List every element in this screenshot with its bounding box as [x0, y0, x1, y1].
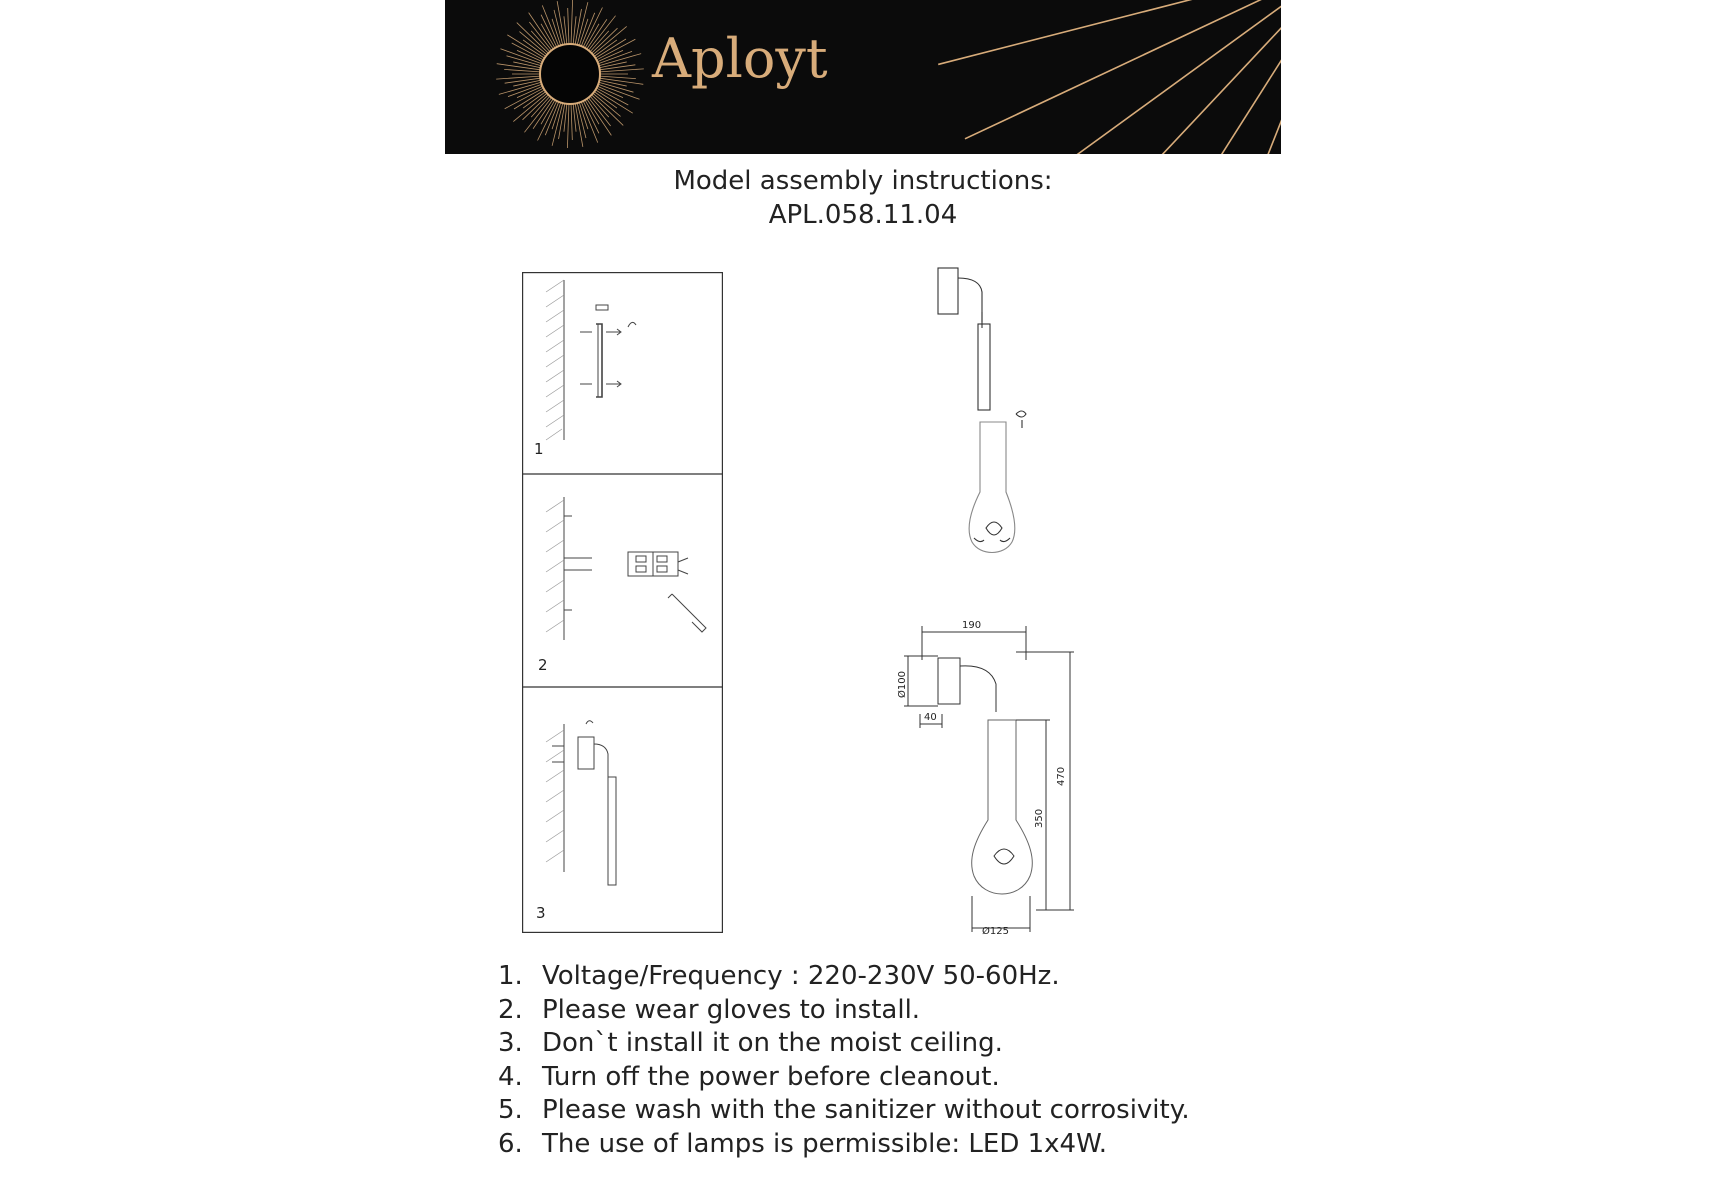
step-1-illustration	[546, 280, 636, 440]
assembly-steps	[522, 272, 723, 933]
brand-banner	[445, 0, 1281, 154]
list-item-text: Don`t install it on the moist ceiling.	[542, 1028, 1003, 1058]
list-item-text: Please wash with the sanitizer without corrosivity.	[542, 1095, 1190, 1125]
lamp-drawing	[930, 262, 1050, 582]
list-item-number: 4.	[498, 1061, 523, 1092]
step-2-illustration	[546, 497, 706, 640]
list-item	[498, 1061, 1190, 1095]
list-item-number: 5.	[498, 1095, 523, 1125]
list-item	[498, 994, 1190, 1028]
dimension-pendant-height: 350	[1034, 808, 1045, 828]
safety-notes-list	[498, 960, 1190, 1161]
dimension-width: 190	[962, 620, 982, 631]
step-3-illustration	[546, 721, 616, 885]
list-item	[498, 1128, 1190, 1162]
list-item-text: Voltage/Frequency : 220-230V 50-60Hz.	[542, 961, 1060, 991]
list-item-number: 2.	[498, 994, 523, 1025]
product-exploded-view	[930, 262, 1050, 582]
assembly-steps-drawing	[522, 272, 723, 933]
sunburst-decoration	[445, 0, 1281, 154]
title-line: Model assembly instructions:	[673, 166, 1053, 196]
document-title	[445, 164, 1281, 232]
list-item-text: Please wear gloves to install.	[542, 994, 921, 1025]
brand-logo: Aployt	[652, 27, 828, 90]
step-number: 3	[536, 904, 546, 922]
dimension-backplate-depth: 40	[924, 712, 937, 723]
list-item	[498, 1094, 1190, 1128]
list-item-number: 6.	[498, 1128, 523, 1159]
dimension-backplate-diameter: Ø100	[897, 671, 908, 698]
dimension-shade-diameter: Ø125	[982, 926, 1009, 937]
list-item-text: Turn off the power before cleanout.	[542, 1061, 1000, 1092]
list-item	[498, 960, 1190, 994]
list-item-number: 1.	[498, 961, 523, 991]
list-item-number: 3.	[498, 1028, 523, 1058]
dimension-total-height: 470	[1056, 766, 1067, 786]
step-number: 1	[534, 440, 544, 458]
model-number: APL.058.11.04	[768, 200, 958, 230]
dimension-drawing	[896, 620, 1076, 940]
dimension-lines	[896, 620, 1076, 940]
list-item	[498, 1027, 1190, 1061]
step-number: 2	[538, 656, 548, 674]
list-item-text: The use of lamps is permissible: LED 1x4W.	[542, 1128, 1108, 1159]
